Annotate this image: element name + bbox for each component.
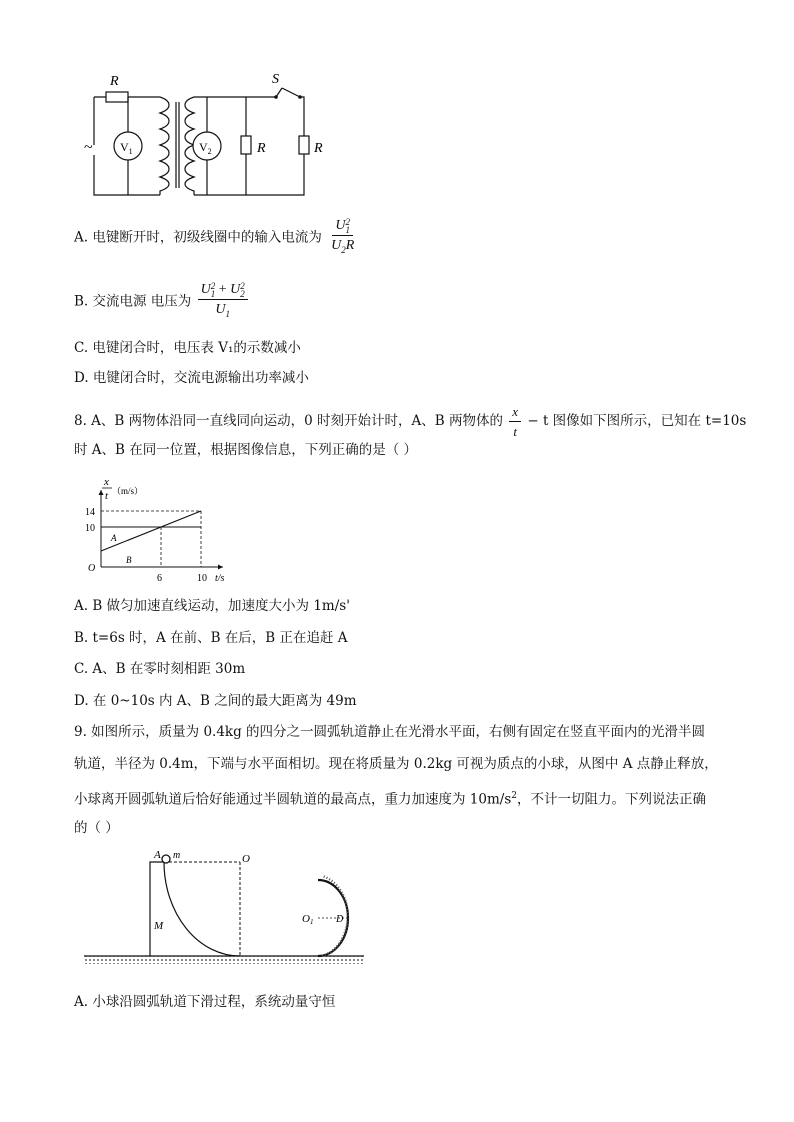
ground-hatch	[84, 956, 364, 964]
q7-option-b: B. 交流电源 电压为 U 2 1 + U 2 2 $U_1$	[74, 281, 250, 323]
label-o: O	[242, 853, 250, 865]
label-a: A	[154, 849, 161, 861]
q8-option-d: D. 在 0~10s 内 A、B 之间的最大距离为 49m	[74, 693, 357, 709]
label-r-mid: R	[257, 141, 266, 156]
svg-text:t: t	[105, 490, 109, 502]
arc-block-m	[150, 862, 240, 956]
q8-option-c: C. A、B 在零时刻相距 30m	[74, 661, 246, 677]
chart-x-tick-label: 6	[157, 573, 162, 584]
chart-y-tick-label: 10	[85, 523, 95, 534]
q9-stem-line-3: 小球离开圆弧轨道后恰好能通过半圆轨道的最高点，重力加速度为 $10m/s^2$，不计一切阻力。下列说法正确	[74, 791, 706, 808]
q9-stem-line-1: 9. 如图所示，质量为 0.4kg 的四分之一圆弧轨道静止在光滑水平面，右侧有固定在竖直平面内的光滑半圆	[74, 724, 706, 740]
label-d: D	[336, 914, 344, 925]
label-r-right: R	[314, 141, 323, 156]
xt-t-chart	[78, 472, 238, 584]
q7-option-b-fraction: U 2 1 + U 2 2 $U_1$	[198, 281, 248, 323]
chart-y-tick-label: 14	[85, 507, 95, 518]
ball-m	[162, 855, 170, 863]
chart-series-label-b: B	[126, 555, 132, 565]
chart-series-label-a: A	[111, 533, 117, 543]
primary-coil	[160, 97, 169, 195]
q7-option-a-fraction: U 2 1 $U_2R$	[331, 216, 355, 255]
label-switch-s: S	[272, 72, 279, 87]
chart-x-tick-label: 10	[197, 573, 207, 584]
label-v2: $V_2$	[199, 140, 212, 156]
q7-option-c: C. 电键闭合时，电压表 V₁的示数减小	[74, 340, 301, 356]
chart-x-label: t/s	[215, 573, 225, 584]
chart-x-arrow	[218, 565, 223, 570]
label-o1: O1	[302, 913, 314, 926]
label-v1: $V_1$	[120, 140, 133, 156]
q9-option-a: A. 小球沿圆弧轨道下滑过程，系统动量守恒	[74, 994, 336, 1010]
label-m-small: m	[173, 850, 181, 861]
q8-option-b: B. t=6s 时，A 在前、B 在后，B 正在追赶 A	[74, 630, 348, 646]
q8-stem-fraction: $\frac{x}{t}$	[509, 403, 521, 440]
semicircle-track	[318, 876, 348, 956]
q8-stem-line-1: 8. A、B 两物体沿同一直线同向运动，0 时刻开始计时，A、B 两物体的 $\frac{x}{t}$ − t 图像如下图所示，已知在 t=10s	[74, 404, 747, 439]
chart-origin-label: O	[88, 563, 96, 574]
chart-series-line-b	[101, 511, 201, 551]
label-r-top: R	[110, 74, 119, 89]
resistor-mid	[241, 136, 251, 154]
arc-track-figure	[80, 846, 370, 972]
chart-y-axis-label	[102, 476, 143, 502]
svg-text:x: x	[104, 476, 109, 488]
q7-option-d: D. 电键闭合时，交流电源输出功率减小	[74, 370, 309, 386]
resistor-primary	[106, 92, 128, 102]
chart-y-arrow	[99, 490, 104, 495]
label-m-block: M	[154, 920, 164, 932]
svg-text:（m/s）: （m/s）	[112, 486, 144, 496]
q8-stem-line-2: 时 A、B 在同一位置，根据图像信息，下列正确的是（ ）	[74, 442, 418, 458]
label-ac-source: ~	[84, 139, 93, 156]
q9-stem-line-4: 的（ ）	[74, 820, 119, 836]
q9-stem-line-2: 轨道，半径为 0.4m，下端与水平面相切。现在将质量为 0.2kg 可视为质点的小球，从图中 A 点静止释放，	[74, 756, 718, 772]
q7-option-a: A. 电键断开时，初级线圈中的输入电流为 U 2 1 $U_2R$	[74, 217, 359, 259]
transformer-circuit-figure	[80, 70, 340, 202]
resistor-right	[299, 136, 309, 154]
q8-option-a: A. B 做匀加速直线运动，加速度大小为 1m/s'	[74, 598, 350, 614]
